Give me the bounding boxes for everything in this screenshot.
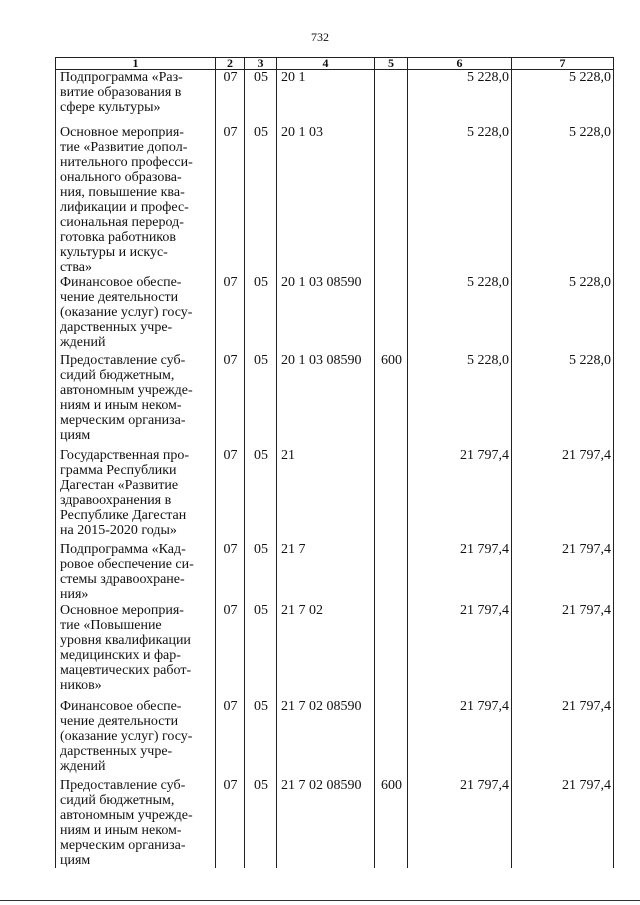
row-name-line: ства»	[60, 259, 92, 275]
section-code-cell: 07	[216, 448, 245, 542]
row-name-line: дарственных учре-	[60, 743, 173, 759]
amount-cell: 21 797,4	[408, 603, 512, 699]
row-name-line: сидий бюджетным,	[60, 792, 175, 808]
row-name-cell	[56, 125, 216, 275]
table-row	[56, 699, 614, 778]
target-article-cell: 20 1 03 08590	[277, 275, 375, 353]
expense-type-cell	[375, 448, 408, 542]
amount-cell: 21 797,4	[512, 778, 614, 868]
subsection-code-cell: 05	[245, 778, 277, 868]
target-article-cell: 21 7 02	[277, 603, 375, 699]
page-number: 732	[311, 30, 329, 44]
row-name-line: онального образова-	[60, 169, 182, 185]
row-name-cell	[56, 353, 216, 448]
amount-cell: 5 228,0	[512, 353, 614, 448]
column-header: 2	[216, 58, 245, 70]
subsection-code-cell: 05	[245, 603, 277, 699]
column-header: 4	[277, 58, 375, 70]
subsection-code-cell: 05	[245, 125, 277, 275]
amount-cell: 5 228,0	[408, 275, 512, 353]
row-name-line: витие образования в	[60, 85, 182, 100]
amount-cell: 5 228,0	[512, 70, 614, 125]
row-name-line: Республике Дагестан	[60, 507, 187, 523]
expense-type-cell	[375, 125, 408, 275]
target-article-cell: 21 7 02 08590	[277, 699, 375, 778]
row-name-line: грамма Республики	[60, 462, 177, 478]
row-name-cell	[56, 778, 216, 868]
row-name-line: ниям и иным неком-	[60, 822, 182, 838]
expense-type-cell: 600	[375, 353, 408, 448]
row-name-line: ния, повышение ква-	[60, 184, 185, 200]
expense-type-cell: 600	[375, 778, 408, 868]
table-header-row	[56, 58, 614, 70]
row-name-line: чение деятельности	[60, 713, 179, 729]
row-name-line: Подпрограмма «Раз-	[60, 70, 183, 85]
row-name-line: дарственных учре-	[60, 319, 173, 335]
row-name-line: (оказание услуг) госу-	[60, 304, 193, 320]
target-article-cell: 21 7 02 08590	[277, 778, 375, 868]
amount-cell: 21 797,4	[408, 542, 512, 603]
row-name-line: нительного професси-	[60, 154, 193, 170]
amount-cell: 21 797,4	[408, 448, 512, 542]
table-row	[56, 448, 614, 542]
row-name-line: сидий бюджетным,	[60, 367, 175, 383]
row-name-line: автономным учрежде-	[60, 382, 193, 398]
subsection-code-cell: 05	[245, 70, 277, 125]
column-header: 5	[375, 58, 408, 70]
column-header: 3	[245, 58, 277, 70]
row-name-line: Предоставление суб-	[60, 352, 186, 368]
page-bottom-rule	[0, 900, 640, 901]
row-name-line: Предоставление суб-	[60, 777, 186, 793]
row-name-line: ния»	[60, 586, 89, 602]
section-code-cell: 07	[216, 70, 245, 125]
row-name-line: Основное мероприя-	[60, 124, 184, 140]
amount-cell: 5 228,0	[408, 353, 512, 448]
row-name-line: (оказание услуг) госу-	[60, 728, 193, 744]
amount-cell: 21 797,4	[512, 699, 614, 778]
subsection-code-cell: 05	[245, 353, 277, 448]
table-row	[56, 125, 614, 275]
row-name-cell	[56, 275, 216, 353]
amount-cell: 21 797,4	[512, 603, 614, 699]
column-header: 7	[512, 58, 614, 70]
section-code-cell: 07	[216, 275, 245, 353]
row-name-line: Финансовое обеспе-	[60, 274, 182, 290]
subsection-code-cell: 05	[245, 448, 277, 542]
row-name-line: культуры и искус-	[60, 244, 168, 260]
subsection-code-cell: 05	[245, 699, 277, 778]
table-body	[56, 70, 614, 868]
subsection-code-cell: 05	[245, 542, 277, 603]
row-name-line: Основное мероприя-	[60, 602, 184, 618]
row-name-cell	[56, 603, 216, 699]
row-name-line: ников»	[60, 677, 102, 693]
amount-cell: 5 228,0	[408, 70, 512, 125]
table-row	[56, 778, 614, 868]
expense-type-cell	[375, 275, 408, 353]
row-name-line: Финансовое обеспе-	[60, 698, 182, 714]
row-name-cell	[56, 70, 216, 125]
row-name-line: лификации и профес-	[60, 199, 189, 215]
section-code-cell: 07	[216, 778, 245, 868]
row-name-line: Государственная про-	[60, 447, 190, 463]
row-name-line: мерческим организа-	[60, 412, 186, 428]
row-name-line: тие «Повышение	[60, 617, 162, 633]
expense-type-cell	[375, 542, 408, 603]
column-header: 6	[408, 58, 512, 70]
row-name-cell	[56, 699, 216, 778]
expense-type-cell	[375, 70, 408, 125]
amount-cell: 21 797,4	[408, 699, 512, 778]
row-name-line: ждений	[60, 334, 106, 350]
table-row	[56, 603, 614, 699]
section-code-cell: 07	[216, 125, 245, 275]
row-name-line: ждений	[60, 758, 106, 774]
row-name-line: циям	[60, 852, 91, 868]
amount-cell: 5 228,0	[512, 125, 614, 275]
row-name-line: ниям и иным неком-	[60, 397, 182, 413]
target-article-cell: 20 1 03	[277, 125, 375, 275]
row-name-line: на 2015-2020 годы»	[60, 522, 177, 538]
row-name-line: ровое обеспечение си-	[60, 556, 194, 572]
row-name-line: Подпрограмма «Кад-	[60, 541, 186, 557]
expense-type-cell	[375, 699, 408, 778]
row-name-line: здравоохранения в	[60, 492, 172, 508]
section-code-cell: 07	[216, 542, 245, 603]
row-name-line: автономным учрежде-	[60, 807, 193, 823]
table-row	[56, 542, 614, 603]
target-article-cell: 20 1	[277, 70, 375, 125]
target-article-cell: 21 7	[277, 542, 375, 603]
target-article-cell: 20 1 03 08590	[277, 353, 375, 448]
amount-cell: 21 797,4	[512, 542, 614, 603]
budget-table	[55, 57, 614, 868]
row-name-line: чение деятельности	[60, 289, 179, 305]
row-name-line: циям	[60, 427, 91, 443]
table-row	[56, 353, 614, 448]
row-name-line: мерческим организа-	[60, 837, 186, 853]
row-name-line: Дагестан «Развитие	[60, 477, 179, 493]
row-name-line: мацевтических работ-	[60, 662, 192, 678]
row-name-line: сиональная переpод-	[60, 214, 184, 230]
table-row	[56, 275, 614, 353]
expense-type-cell	[375, 603, 408, 699]
row-name-line: уровня квалификации	[60, 632, 191, 648]
row-name-cell	[56, 542, 216, 603]
section-code-cell: 07	[216, 353, 245, 448]
table-row	[56, 70, 614, 125]
row-name-line: тие «Развитие допол-	[60, 139, 188, 155]
amount-cell: 21 797,4	[408, 778, 512, 868]
amount-cell: 5 228,0	[408, 125, 512, 275]
amount-cell: 5 228,0	[512, 275, 614, 353]
amount-cell: 21 797,4	[512, 448, 614, 542]
section-code-cell: 07	[216, 603, 245, 699]
row-name-line: готовка работников	[60, 229, 177, 245]
row-name-line: сфере культуры»	[60, 100, 161, 115]
subsection-code-cell: 05	[245, 275, 277, 353]
section-code-cell: 07	[216, 699, 245, 778]
row-name-line: стемы здравоохране-	[60, 571, 185, 587]
row-name-cell	[56, 448, 216, 542]
target-article-cell: 21	[277, 448, 375, 542]
row-name-line: медицинских и фар-	[60, 647, 181, 663]
column-header: 1	[56, 58, 216, 70]
